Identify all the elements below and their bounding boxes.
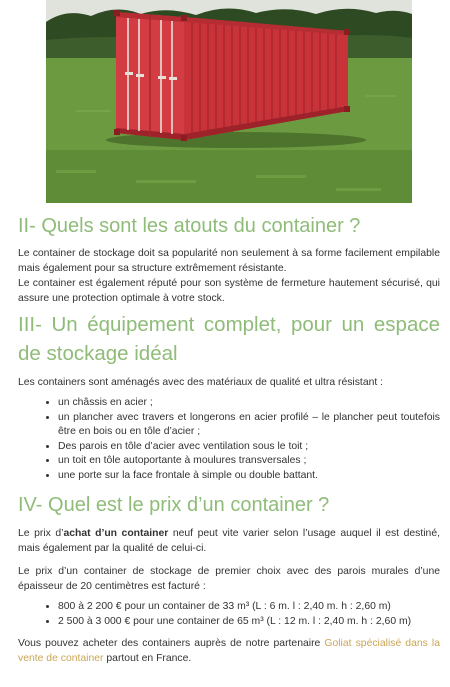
text-bold-achat: achat d’un container [63,528,169,539]
list-item: • une porte sur la face frontale à simple ou double battant. [58,469,440,484]
section-heading-equipement: III- Un équipement complet, pour un espace de stockage idéal [18,313,440,365]
container-photo [46,0,412,203]
paragraph-materiaux-intro: Les containers sont aménagés avec des matériaux de qualité et ultra résistant : [18,377,384,388]
list-item: • 2 500 à 3 000 € pour une container de 65 m³ (L : 12 m. l : 2,40 m. h : 2,60 m) [58,615,440,630]
list-item: • un châssis en acier ; [58,396,440,411]
link-goliat[interactable]: Goliat spécialisé dans la vente de container [18,638,440,664]
section-heading-prix: IV- Quel est le prix d’un container ? [18,494,330,516]
list-equipements [18,396,440,483]
container-illustration [46,0,412,203]
list-item: • 800 à 2 200 € pour un container de 33 m³ (L : 6 m. l : 2,40 m. h : 2,60 m) [58,600,440,615]
paragraph-popularite: Le container de stockage doit sa popularité non seulement à sa forme facilement empilable mais également pour sa structure extrêmement résistante. [18,248,440,274]
list-item: • Des parois en tôle d’acier avec ventilation sous le toit ; [58,440,440,455]
text-segment: Vous pouvez acheter des containers auprès de notre partenaire [18,638,325,649]
paragraph-fermeture: Le container est également réputé pour son système de fermeture hautement sécurisé, qui assure une protection optimale à votre stock. [18,278,440,304]
text-segment: Le prix d’ [18,528,64,539]
section-heading-atouts: II- Quels sont les atouts du container ? [18,215,361,237]
list-item: • un plancher avec travers et longerons en acier profilé – le plancher peut toutefois être en bois ou en tôle d’acier ; [58,411,440,440]
text-segment: neuf peut vite varier selon l’usage auquel il est destiné, mais également par la qualité de celui-ci. [18,528,440,554]
list-item: • un toit en tôle autoportante à moulures transversales ; [58,454,440,469]
paragraph-prix-stockage: Le prix d’un container de stockage de premier choix avec des parois murales d’une épaisseur de 20 centimètres est facturé : [18,566,440,592]
paragraph-partenaire [18,636,440,666]
text-segment: partout en France. [103,653,192,664]
paragraph-prix-achat [18,526,440,556]
list-prix [18,600,440,629]
